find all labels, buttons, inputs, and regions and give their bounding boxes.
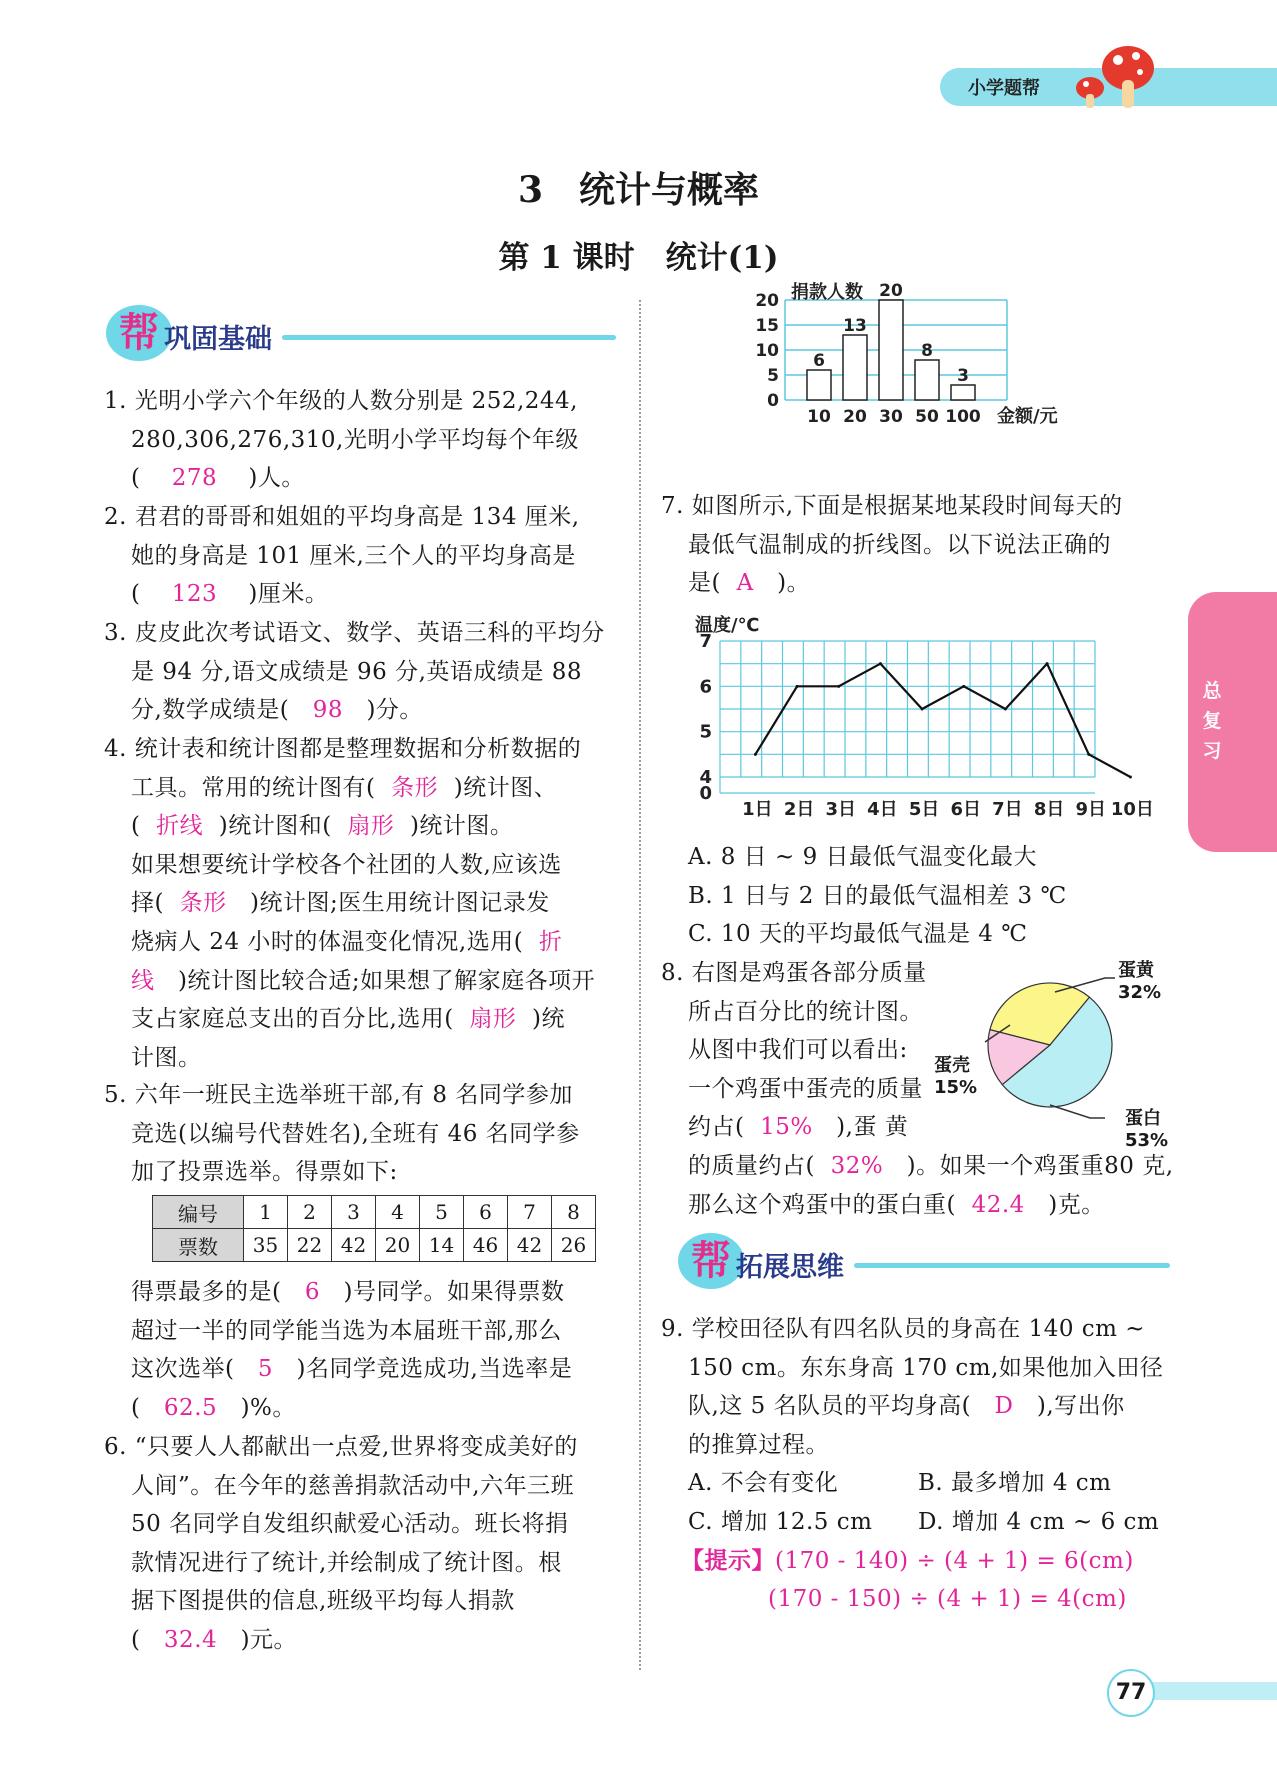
question-7: 7. 如图所示,下面是根据某地某段时间每天的 最低气温制成的折线图。以下说法正确的 是( A )。 — [661, 493, 1123, 597]
y-tick-label: 5 — [699, 721, 712, 743]
question-8: 8. 右图是鸡蛋各部分质量 所占百分比的统计图。 从图中我们可以看出: 一个鸡蛋中蛋壳的质量 约占( 15% ),蛋 黄 的质量约占( 32% )。如果一个鸡蛋重80 克, 那么这个鸡蛋中的蛋白重( 42.4 )克。 — [661, 960, 1174, 1218]
donation-bar-chart — [745, 281, 1090, 480]
option-b: B. 1 日与 2 日的最低气温相差 3 ℃ — [688, 882, 1067, 909]
option-a: A. 8 日 ~ 9 日最低气温变化最大 — [688, 844, 1038, 870]
bar — [915, 360, 939, 400]
question-5: 5. 六年一班民主选举班干部,有 8 名同学参加 竞选(以编号代替姓名),全班有 46 名同学参 加了投票选举。得票如下: — [104, 1082, 580, 1186]
option-b: B. 最多增加 4 cm — [918, 1470, 1112, 1497]
table-row: 编号 1 2 3 4 5 6 7 8 — [153, 1196, 596, 1229]
question-3: 3. 皮皮此次考试语文、数学、英语三科的平均分 是 94 分,语文成绩是 96 分,英语成绩是 88 分,数学成绩是( 98 )分。 — [104, 620, 605, 724]
x-tick-label: 9日 — [1075, 799, 1107, 820]
y-tick-label: 0 — [767, 391, 779, 411]
bar-value-label: 13 — [843, 316, 867, 336]
column-divider — [639, 300, 641, 1670]
section-basic — [106, 305, 616, 375]
bar-value-label: 6 — [813, 351, 825, 371]
question-9: 9. 学校田径队有四名队员的身高在 140 cm ~ 150 cm。东东身高 170 cm,如果他加入田径 队,这 5 名队员的平均身高( D ),写出你 的推算过程。 A. 不会有变化 B. 最多增加 4 cm C. 增加 12.5 cm D. 增加 4 cm ~ 6 cm 【提示】(170 - 140) ÷ (4 + 1) = 6(cm) (170 - 150) ÷ (4 + 1) = 4(cm) — [661, 1316, 1164, 1613]
question-6: 6. “只要人人都献出一点爱,世界将变成美好的 人间”。在今年的慈善捐款活动中,六年三班 50 名同学自发组织献爱心活动。班长将捐 款情况进行了统计,并绘制成了统计图。根 据下图提供的信息,班级平均每人捐款 ( 32.4 )元。 — [104, 1434, 578, 1653]
y-tick-label: 15 — [755, 316, 779, 336]
y-tick-label: 20 — [755, 291, 779, 311]
answer-2: 123 — [171, 581, 218, 608]
x-tick-label: 3日 — [825, 799, 857, 820]
bar-value-label: 3 — [957, 366, 969, 386]
label-shell: 蛋壳 15% — [934, 1055, 978, 1098]
page-bar — [1150, 1682, 1277, 1700]
x-tick-label: 100 — [945, 407, 981, 427]
answer-3: 98 — [312, 697, 344, 724]
section-badge: 帮 — [678, 1233, 744, 1289]
bar — [807, 370, 831, 400]
section-title: 拓展思维 — [736, 1252, 844, 1283]
answer-1: 278 — [171, 465, 218, 492]
x-tick-label: 1日 — [742, 799, 773, 820]
y-axis-label: 捐款人数 — [791, 282, 863, 303]
hint-label: 【提示】 — [681, 1546, 775, 1574]
table-row: 票数 35 22 42 20 14 46 42 26 — [153, 1229, 596, 1262]
bar-value-label: 8 — [921, 341, 933, 361]
question-4: 4. 统计表和统计图都是整理数据和分析数据的 工具。常用的统计图有( 条形 )统计图、 ( 折线 )统计图和( 扇形 )统计图。 如果想要统计学校各个社团的人数,应该选 择( 条形 )统计图;医生用统计图记录发 烧病人 24 小时的体温变化情况,选用( 折 线 )统计图比较合适;如果想了解家庭各项开 支占家庭总支出的百分比,选用( 扇形 )统 计图。 — [104, 736, 596, 1071]
option-c: C. 增加 12.5 cm — [688, 1508, 873, 1535]
section-badge: 帮 — [106, 305, 172, 361]
x-tick-label: 7日 — [992, 799, 1023, 820]
brand-label: 小学题帮 — [968, 78, 1040, 99]
y-tick-label: 0 — [699, 783, 712, 804]
chapter-title: 3 统计与概率 — [517, 169, 760, 211]
question-7-options — [661, 838, 1181, 954]
x-tick-label: 5日 — [908, 799, 940, 820]
x-tick-label: 50 — [915, 407, 939, 427]
mushroom-icon — [1068, 40, 1158, 110]
y-tick-label: 4 — [699, 767, 712, 788]
data-point — [1129, 776, 1132, 779]
option-c: C. 10 天的平均最低气温是 4 ℃ — [688, 921, 1028, 948]
bar — [843, 335, 867, 400]
question-5-cont: 得票最多的是( 6 )号同学。如果得票数 超过一半的同学能当选为本届班干部,那么 这次选举( 5 )名同学竞选成功,当选率是 ( 62.5 )%。 — [131, 1279, 573, 1421]
y-tick-label: 10 — [755, 341, 779, 361]
question-2: 2. 君君的哥哥和姐姐的平均身高是 134 厘米, 她的身高是 101 厘米,三个人的平均身高是 ( 123 )厘米。 — [104, 504, 580, 608]
bar — [951, 385, 975, 400]
x-tick-label: 6日 — [950, 799, 982, 820]
x-tick-label: 30 — [879, 407, 903, 427]
x-tick-label: 20 — [843, 407, 867, 427]
y-tick-label: 7 — [699, 631, 712, 652]
side-tab-label: 总 复 习 — [1202, 680, 1222, 762]
bar — [879, 300, 903, 400]
temperature-line-chart — [690, 603, 1154, 835]
option-a: A. 不会有变化 — [688, 1470, 839, 1497]
page-number: 77 — [1107, 1669, 1155, 1717]
x-tick-label: 4日 — [867, 799, 898, 820]
question-1: 1. 光明小学六个年级的人数分别是 252,244, 280,306,276,310,光明小学平均每个年级 ( 278 )人。 — [104, 388, 579, 492]
label-yolk: 蛋黄 32% — [1118, 960, 1162, 1003]
bar-value-label: 20 — [879, 281, 903, 301]
y-axis-label: 温度/℃ — [695, 615, 760, 636]
x-tick-label: 2日 — [783, 799, 815, 820]
vote-table — [152, 1195, 596, 1262]
y-tick-label: 5 — [767, 366, 779, 386]
lesson-title: 第 1 课时 统计(1) — [498, 240, 779, 276]
section-title: 巩固基础 — [164, 324, 272, 355]
x-tick-label: 8日 — [1033, 799, 1065, 820]
option-d: D. 增加 4 cm ~ 6 cm — [918, 1508, 1160, 1535]
label-white: 蛋白 53% — [1125, 1108, 1169, 1151]
y-tick-label: 6 — [699, 676, 712, 698]
x-tick-label: 10日 — [1110, 799, 1154, 820]
x-tick-label: 10 — [807, 407, 831, 427]
section-extend — [678, 1233, 1170, 1303]
x-axis-label: 金额/元 — [997, 406, 1058, 427]
